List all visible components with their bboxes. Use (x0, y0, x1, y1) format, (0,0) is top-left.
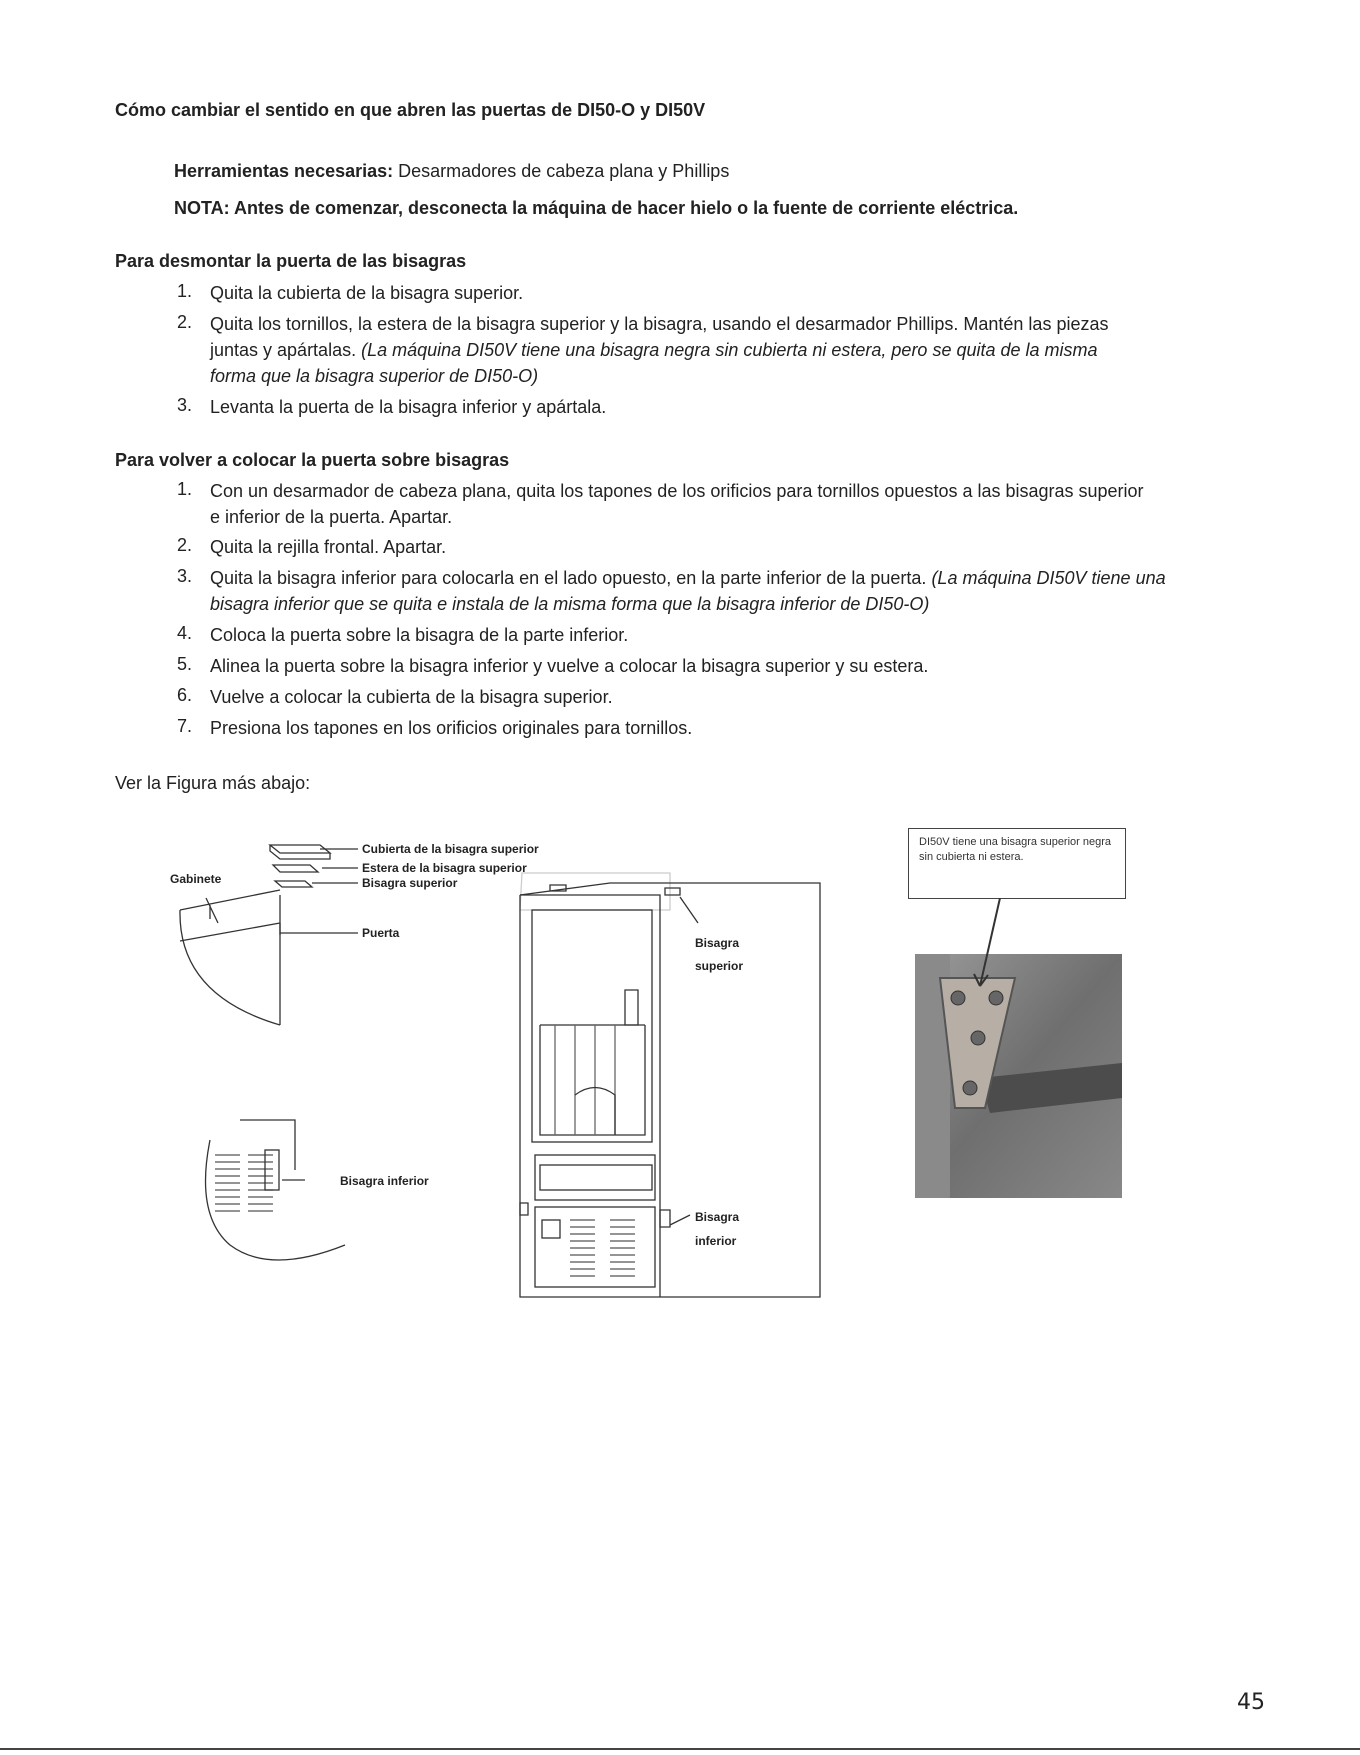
bottom-rule (0, 1748, 1360, 1750)
s1-step2-line1: Quita los tornillos, la estera de la bisagra superior y la bisagra, usando el desarmador Phillips. Mantén las piezas (210, 314, 1109, 334)
s2-step3-line2: bisagra inferior que se quita e instala de la misma forma que la bisagra inferior de DI50-O) (210, 594, 930, 614)
section1-heading: Para desmontar la puerta de las bisagras (115, 251, 467, 271)
tools-line (174, 159, 729, 183)
label-cabinet: Gabinete (170, 872, 222, 886)
page-title: Cómo cambiar el sentido en que abren las puertas de DI50-O y DI50V (115, 100, 706, 120)
label-top-hinge-mat: Estera de la bisagra superior (362, 861, 527, 875)
label-hinge-lower-2: inferior (695, 1234, 737, 1248)
s1-step3-text: Levanta la puerta de la bisagra inferior y apártala. (210, 397, 607, 417)
s2-step2-text: Quita la rejilla frontal. Apartar. (210, 537, 447, 557)
s2-step1-line1: Con un desarmador de cabeza plana, quita los tapones de los orificios para tornillos opuestos a las bisagras superior (210, 481, 1144, 501)
s2-step1-line2: e inferior de la puerta. Apartar. (210, 507, 453, 527)
section2-heading: Para volver a colocar la puerta sobre bisagras (115, 450, 510, 470)
s2-step7-text: Presiona los tapones en los orificios originales para tornillos. (210, 718, 693, 738)
see-figure-text: Ver la Figura más abajo: (115, 773, 311, 793)
s2-step3-line1 (210, 566, 1166, 590)
page-number: 45 (1237, 1690, 1265, 1715)
label-top-hinge-cover: Cubierta de la bisagra superior (362, 842, 539, 856)
s1-step2-line2 (210, 338, 1098, 362)
s2-step4-number: 4. (177, 623, 193, 643)
s2-step3-number: 3. (177, 566, 193, 586)
s2-step3-line1a: Quita la bisagra inferior para colocarla en el lado opuesto, en la parte inferior de la puerta. (210, 568, 932, 588)
label-hinge-lower-1: Bisagra (695, 1210, 740, 1224)
s1-step1-text: Quita la cubierta de la bisagra superior. (210, 283, 524, 303)
di50v-callout: DI50V tiene una bisagra superior negra sin cubierta ni estera. (908, 828, 1126, 899)
s2-step6-number: 6. (177, 685, 193, 705)
label-door: Puerta (362, 926, 400, 940)
s2-step4-text: Coloca la puerta sobre la bisagra de la parte inferior. (210, 625, 629, 645)
s2-step1-number: 1. (177, 479, 193, 499)
label-top-hinge: Bisagra superior (362, 876, 458, 890)
s2-step5-text: Alinea la puerta sobre la bisagra inferior y vuelve a colocar la bisagra superior y su estera. (210, 656, 929, 676)
s2-step6-text: Vuelve a colocar la cubierta de la bisagra superior. (210, 687, 613, 707)
ice-maker-diagram (170, 835, 840, 1305)
s1-step2-line3: forma que la bisagra superior de DI50-O) (210, 366, 539, 386)
label-hinge-upper-1: Bisagra (695, 936, 740, 950)
tools-value: Desarmadores de cabeza plana y Phillips (393, 161, 730, 181)
s2-step5-number: 5. (177, 654, 193, 674)
s1-step3-number: 3. (177, 395, 193, 415)
s2-step7-number: 7. (177, 716, 193, 736)
label-hinge-upper-2: superior (695, 959, 744, 973)
label-bottom-hinge: Bisagra inferior (340, 1174, 429, 1188)
top-hinge-mat-part (273, 865, 318, 872)
note: NOTA: Antes de comenzar, desconecta la máquina de hacer hielo o la fuente de corriente eléctrica. (174, 198, 1019, 218)
top-hinge-part (275, 881, 312, 887)
s2-step2-number: 2. (177, 535, 193, 555)
hinge-photo (910, 898, 1130, 1203)
s1-step2-line2a: juntas y apártalas. (210, 340, 362, 360)
s1-step2-number: 2. (177, 312, 193, 332)
s2-step3-line1b: (La máquina DI50V tiene una (931, 568, 1166, 588)
s1-step1-number: 1. (177, 281, 193, 301)
tools-label: Herramientas necesarias: (174, 161, 394, 181)
top-hinge-cover-part (270, 845, 330, 859)
s1-step2-line2b: (La máquina DI50V tiene una bisagra negra sin cubierta ni estera, pero se quita de la misma (361, 340, 1098, 360)
